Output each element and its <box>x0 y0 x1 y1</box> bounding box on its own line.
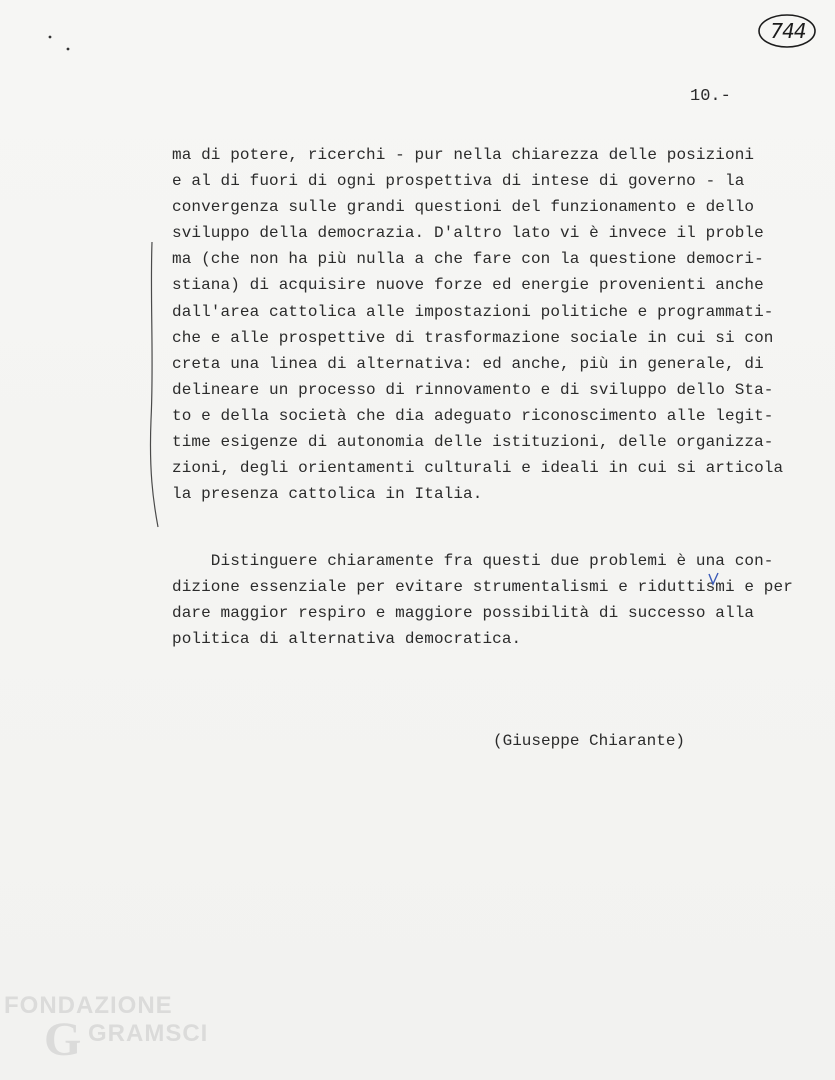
text-line: ma (che non ha più nulla a che fare con la questione democri- <box>172 250 764 269</box>
text-line: to e della società che dia adeguato riconoscimento alle legit- <box>172 406 774 425</box>
paragraph-1 <box>172 142 812 507</box>
foundation-watermark <box>4 990 214 1070</box>
paragraph-2 <box>172 548 812 652</box>
text-line: zioni, degli orientamenti culturali e ideali in cui si articola <box>172 459 784 478</box>
text-line: time esigenze di autonomia delle istituzioni, delle organizza- <box>172 433 774 452</box>
text-line: politica di alternativa democratica. <box>172 630 522 649</box>
watermark-line-1: FONDAZIONE <box>4 992 173 1019</box>
handwritten-correction-mark <box>707 571 721 587</box>
text-line: che e alle prospettive di trasformazione sociale in cui si con <box>172 328 774 347</box>
text-line: ma di potere, ricerchi - pur nella chiarezza delle posizioni <box>172 146 755 164</box>
text-line: sviluppo della democrazia. D'altro lato vi è invece il proble <box>172 224 764 243</box>
text-line: la presenza cattolica in Italia. <box>172 485 483 504</box>
text-line: creta una linea di alternativa: ed anche, più in generale, di <box>172 354 764 373</box>
watermark-line-2: GRAMSCI <box>88 1020 209 1047</box>
signature: (Giuseppe Chiarante) <box>493 732 686 750</box>
margin-bracket-line <box>140 240 170 530</box>
text-line: Distinguere chiaramente fra questi due problemi è una con- <box>172 552 774 570</box>
watermark-logo-g: G <box>44 1013 82 1066</box>
text-line: stiana) di acquisire nuove forze ed energie provenienti anche <box>172 276 764 295</box>
archive-number-text: 744 <box>770 19 806 43</box>
page-number: 10.- <box>690 87 731 106</box>
archive-page-number <box>753 12 823 50</box>
text-line: e al di fuori di ogni prospettiva di intese di governo - la <box>172 172 745 191</box>
text-line: dall'area cattolica alle impostazioni politiche e programmati- <box>172 302 774 321</box>
margin-dots <box>47 33 77 53</box>
text-line: convergenza sulle grandi questioni del funzionamento e dello <box>172 198 755 217</box>
text-line: delineare un processo di rinnovamento e di sviluppo dello Sta- <box>172 380 774 399</box>
text-line: dizione essenziale per evitare strumentalismi e riduttismi e per <box>172 578 793 597</box>
text-line: dare maggior respiro e maggiore possibilità di successo alla <box>172 604 755 623</box>
